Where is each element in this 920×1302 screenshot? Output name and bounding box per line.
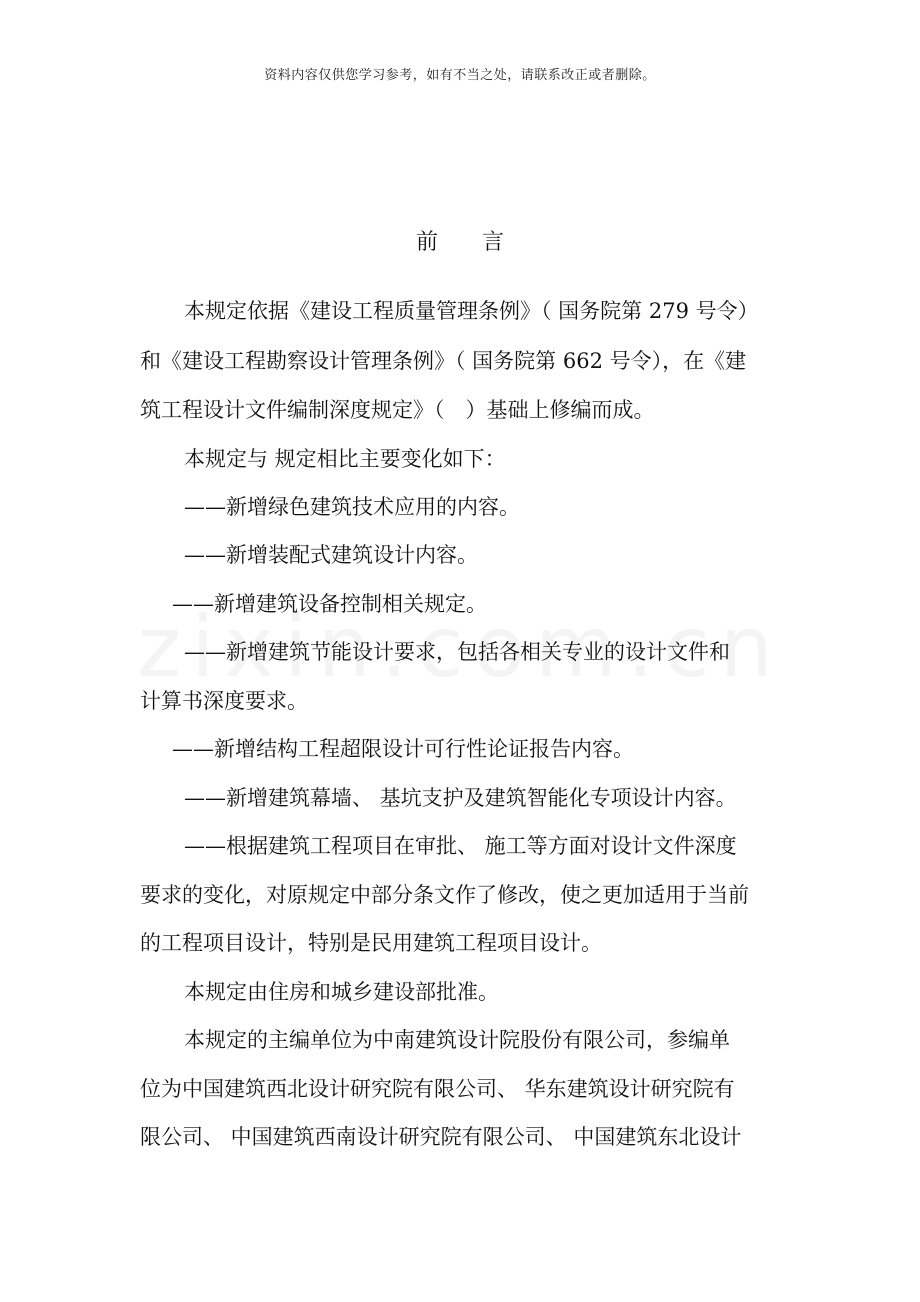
paragraph-line: 本规定由住房和城乡建设部批准。 xyxy=(184,980,499,1004)
list-item: ——新增装配式建筑设计内容。 xyxy=(184,543,478,567)
list-item: ——新增绿色建筑技术应用的内容。 xyxy=(184,495,520,519)
paragraph-line: 的工程项目设计，特别是民用建筑工程项目设计。 xyxy=(140,931,602,955)
paragraph-line: 本规定依据《建设工程质量管理条例》（ 国务院第 279 号令） xyxy=(184,299,759,323)
paragraph-line: 限公司、 中国建筑西南设计研究院有限公司、 中国建筑东北设计 xyxy=(140,1125,742,1149)
header-disclaimer: 资料内容仅供您学习参考，如有不当之处，请联系改正或者删除。 xyxy=(264,68,656,83)
list-item: ——新增建筑幕墙、 基坑支护及建筑智能化专项设计内容。 xyxy=(184,786,737,810)
list-item: ——新增建筑设备控制相关规定。 xyxy=(172,592,487,616)
paragraph-line: 要求的变化，对原规定中部分条文作了修改，使之更加适用于当前 xyxy=(140,883,749,907)
paragraph-line: 本规定的主编单位为中南建筑设计院股份有限公司，参编单 xyxy=(184,1028,730,1052)
paragraph-line: 筑工程设计文件编制深度规定》（ ）基础上修编而成。 xyxy=(140,398,655,422)
list-item: ——根据建筑工程项目在审批、 施工等方面对设计文件深度 xyxy=(184,834,737,858)
list-item: ——新增建筑节能设计要求，包括各相关专业的设计文件和 xyxy=(184,640,730,664)
list-item: ——新增结构工程超限设计可行性论证报告内容。 xyxy=(172,737,634,761)
paragraph-line: 计算书深度要求。 xyxy=(140,689,308,713)
paragraph-line: 和《建设工程勘察设计管理条例》（ 国务院第 662 号令），在《建 xyxy=(140,349,747,373)
paragraph-line: 本规定与 规定相比主要变化如下： xyxy=(184,447,506,471)
page-title: 前言 xyxy=(415,230,548,255)
paragraph-line: 位为中国建筑西北设计研究院有限公司、 华东建筑设计研究院有 xyxy=(140,1077,735,1101)
